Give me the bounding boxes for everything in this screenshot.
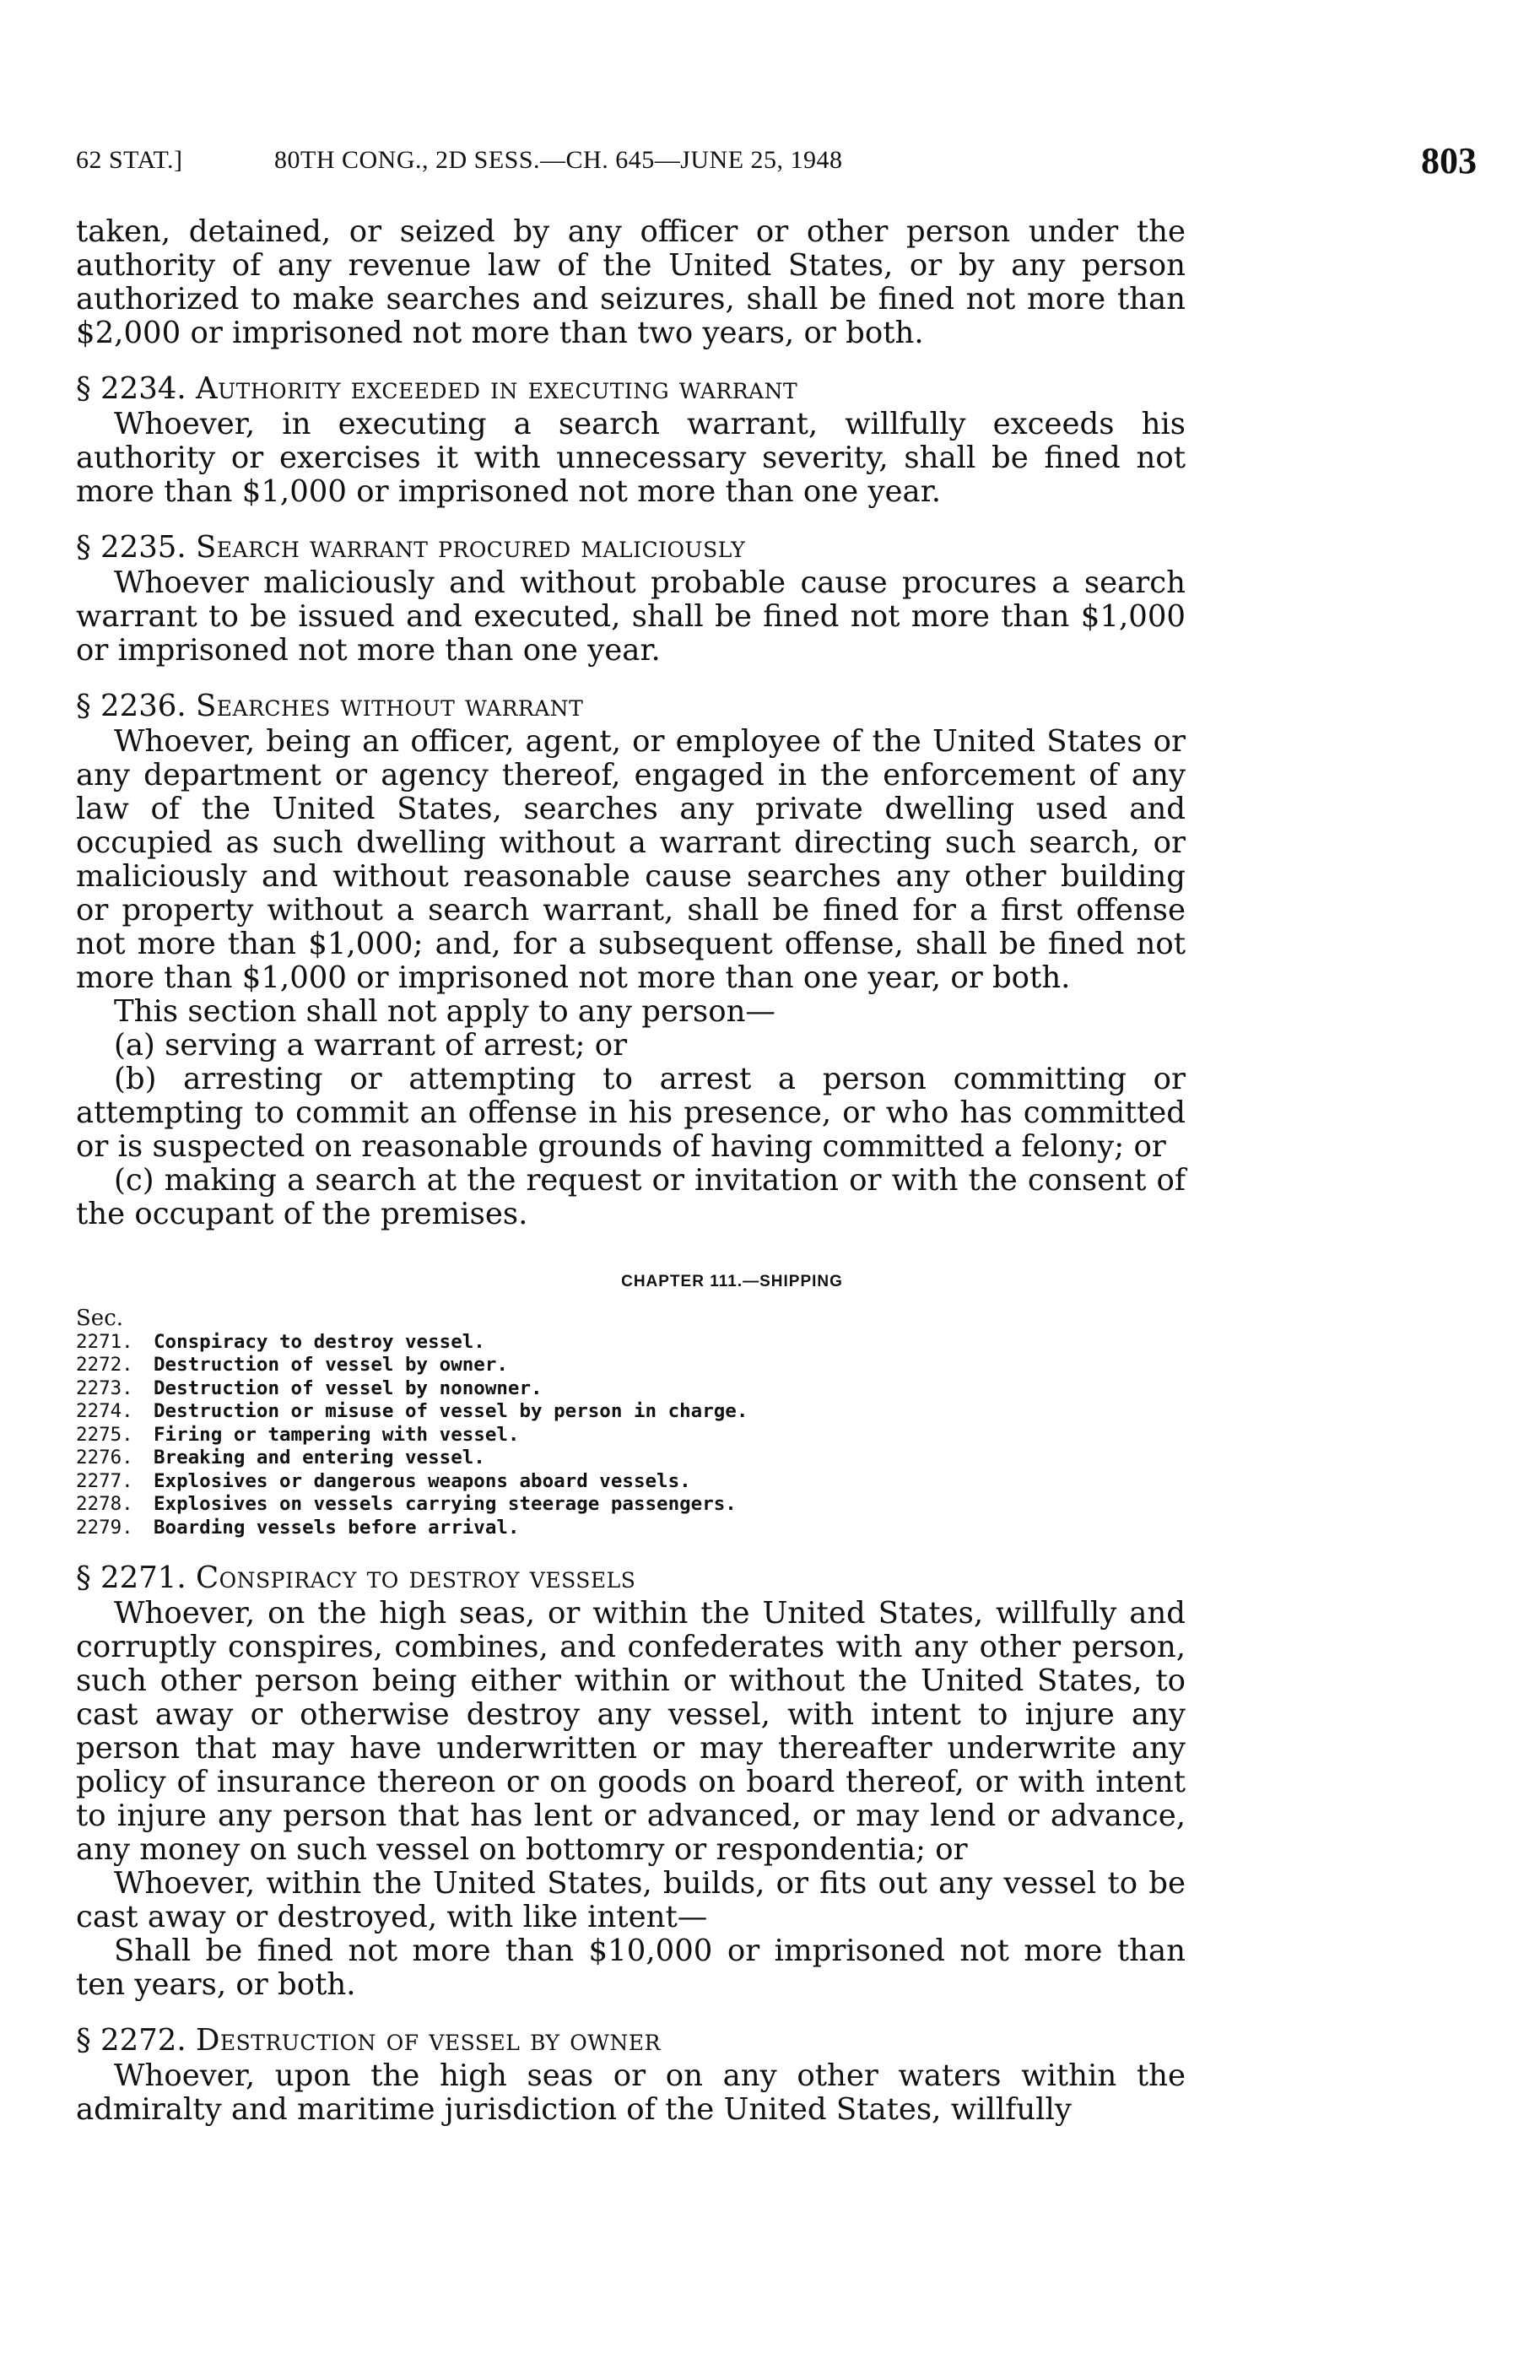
running-head-session: 80TH CONG., 2D SESS.—CH. 645—JUNE 25, 1948 [274, 146, 843, 174]
page-body [76, 215, 1186, 2127]
running-head-statute: 62 STAT.] [76, 146, 183, 174]
toc-title: Firing or tampering with vessel. [154, 1423, 520, 1446]
section-2236-caption: Searches without warrant [195, 689, 584, 723]
section-2271-caption: Conspiracy to destroy vessels [195, 1561, 636, 1595]
section-2236-exception-intro: This section shall not apply to any person— [114, 994, 775, 1029]
section-2236-item-b: (b) arresting or attempting to arrest a person committing or attempting to commit an offense in his presence, or who has committed or is suspected on reasonable grounds of having committed a felony; or [76, 1062, 1186, 1164]
toc-number: 2278. [76, 1493, 133, 1515]
section-2271-para-2: Whoever, within the United States, builds, or fits out any vessel to be cast away or destroyed, with like intent— [76, 1866, 1186, 1934]
toc-number: 2279. [76, 1516, 133, 1539]
toc-title: Breaking and entering vessel. [154, 1447, 485, 1469]
toc-number: 2272. [76, 1354, 133, 1376]
toc-sec-label: Sec. [76, 1306, 124, 1331]
section-2234-caption: Authority exceeded in executing warrant [195, 371, 798, 406]
toc-number: 2276. [76, 1447, 133, 1469]
section-2235-number: § 2235. [76, 530, 186, 565]
running-head [76, 139, 1477, 181]
section-2271-heading [76, 1561, 1186, 1595]
toc-row [76, 1377, 1186, 1401]
toc-row [76, 1400, 1186, 1424]
section-2236-number: § 2236. [76, 689, 186, 723]
toc-title: Explosives or dangerous weapons aboard vessels. [154, 1469, 691, 1492]
section-2236-item-a: (a) serving a warrant of arrest; or [114, 1028, 628, 1063]
section-2236-item-c: (c) making a search at the request or invitation or with the consent of the occupant of the premises. [76, 1163, 1186, 1231]
toc-row [76, 1354, 1186, 1377]
toc-title: Destruction of vessel by owner. [154, 1354, 508, 1376]
toc-number: 2271. [76, 1330, 133, 1353]
page-number: 803 [1421, 140, 1477, 181]
section-2272-caption: Destruction of vessel by owner [195, 2023, 661, 2058]
section-2272-heading [76, 2024, 1186, 2058]
continuation-paragraph: taken, detained, or seized by any officer or other person under the authority of any revenue law of the United States, or by any person authorized to make searches and seizures, shall be fined not more than $2,000 or imprisoned not more than two years, or both. [76, 214, 1186, 350]
section-2271-para-3: Shall be fined not more than $10,000 or imprisoned not more than ten years, or both. [76, 1934, 1186, 2002]
toc-number: 2273. [76, 1377, 133, 1399]
toc-number: 2277. [76, 1469, 133, 1492]
toc-title: Destruction or misuse of vessel by person in charge. [154, 1400, 748, 1422]
toc-number: 2275. [76, 1423, 133, 1446]
section-2235-caption: Search warrant procured maliciously [195, 530, 746, 565]
section-2271-para-1: Whoever, on the high seas, or within the United States, willfully and corruptly conspires, combines, and confederates with any other person, such other person being either within or without the United States, to cast away or otherwise destroy any vessel, with intent to injure any person that may have underwritten or may thereafter underwrite any policy of insurance thereon or on goods on board thereof, or with intent to injure any person that has lent or advanced, or may lend or advance, any money on such vessel on bottomry or respondentia; or [76, 1596, 1186, 1867]
toc-row [76, 1424, 1186, 1447]
section-2234-heading [76, 372, 1186, 406]
toc-row [76, 1493, 1186, 1517]
section-2234-text: Whoever, in executing a search warrant, willfully exceeds his authority or exercises it with unnecessary severity, shall be fined not more than $1,000 or imprisoned not more than one year. [76, 407, 1186, 509]
toc-row [76, 1517, 1186, 1540]
toc-title: Destruction of vessel by nonowner. [154, 1377, 543, 1399]
toc-title: Explosives on vessels carrying steerage passengers. [154, 1493, 737, 1515]
toc-row [76, 1470, 1186, 1494]
toc-title: Conspiracy to destroy vessel. [154, 1330, 485, 1353]
section-2236-text: Whoever, being an officer, agent, or employee of the United States or any department or agency thereof, engaged in the enforcement of any law of the United States, searches any private dwelling used and occupied as such dwelling without a warrant directing such search, or maliciously and without reasonable cause searches any other building or property without a search warrant, shall be fined for a first offense not more than $1,000; and, for a subsequent offense, shall be fined not more than $1,000 or imprisoned not more than one year, or both. [76, 724, 1186, 995]
section-2272-text: Whoever, upon the high seas or on any other waters within the admiralty and maritime jurisdiction of the United States, willfully [76, 2058, 1186, 2127]
chapter-section-list [76, 1307, 1186, 1539]
section-2235-text: Whoever maliciously and without probable cause procures a search warrant to be issued and executed, shall be fined not more than $1,000 or imprisoned not more than one year. [76, 565, 1186, 668]
section-2271-number: § 2271. [76, 1561, 186, 1595]
section-2234-number: § 2234. [76, 371, 186, 406]
section-2272-number: § 2272. [76, 2023, 186, 2058]
toc-number: 2274. [76, 1400, 133, 1422]
section-2235-heading [76, 531, 1186, 565]
toc-row [76, 1331, 1186, 1355]
section-2236-heading [76, 690, 1186, 723]
toc-row [76, 1447, 1186, 1470]
chapter-title: CHAPTER 111.—SHIPPING [621, 1273, 843, 1290]
toc-title: Boarding vessels before arrival. [154, 1516, 520, 1539]
